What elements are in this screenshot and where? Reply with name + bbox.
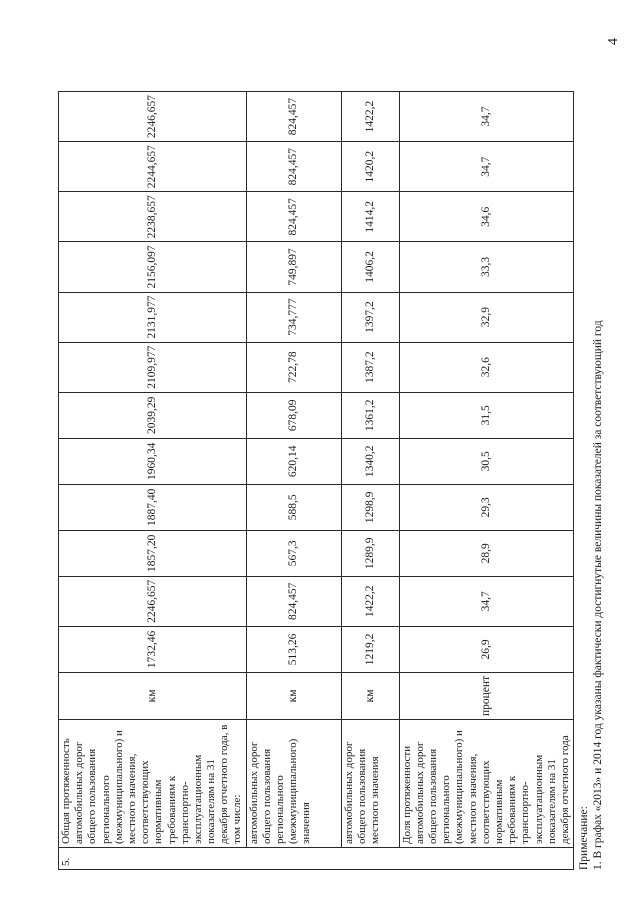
- unit-cell: км: [246, 672, 341, 719]
- value-cell: 2246,657: [59, 92, 247, 142]
- value-cell: 32,6: [399, 342, 573, 392]
- value-cell: 1340,2: [341, 438, 399, 484]
- value-cell: 2109,977: [59, 342, 247, 392]
- value-cell: 1414,2: [341, 192, 399, 242]
- value-cell: 1732,46: [59, 626, 247, 672]
- value-cell: 749,897: [246, 242, 341, 292]
- row-number-cell: 5.: [59, 848, 574, 870]
- value-cell: 2131,977: [59, 292, 247, 342]
- page-number: 4: [606, 38, 621, 45]
- value-cell: 513,26: [246, 626, 341, 672]
- value-cell: 824,457: [246, 92, 341, 142]
- value-cell: 824,457: [246, 576, 341, 626]
- indicator-label: автомобильных дорог общего пользования местного значения: [341, 720, 399, 848]
- value-cell: 2156,097: [59, 242, 247, 292]
- value-cell: 824,457: [246, 192, 341, 242]
- indicator-table: [58, 91, 574, 870]
- indicator-label: Общая протяженность автомобильных дорог общего пользования регионального (межмуниципального) и местного значения, соответствующих нормативным требованиям к транспортно-эксплуатационным показателям на 31 декабря отчетного года, в том числе:: [59, 720, 247, 848]
- unit-cell: км: [59, 672, 247, 719]
- value-cell: 34,7: [399, 576, 573, 626]
- value-cell: 1289,9: [341, 530, 399, 576]
- value-cell: 29,3: [399, 484, 573, 530]
- table-row: [399, 92, 573, 870]
- note-heading: Примечание:: [578, 806, 590, 870]
- unit-cell: процент: [399, 672, 573, 719]
- value-cell: 678,09: [246, 392, 341, 438]
- value-cell: 1219,2: [341, 626, 399, 672]
- value-cell: 567,3: [246, 530, 341, 576]
- table-body: [59, 92, 574, 870]
- value-cell: 34,6: [399, 192, 573, 242]
- value-cell: 28,9: [399, 530, 573, 576]
- value-cell: 722,78: [246, 342, 341, 392]
- table-row: [246, 92, 341, 870]
- unit-cell: км: [341, 672, 399, 719]
- note-line-1: 1. В графах «2013» и 2014 год указаны фактически достигнутые величины показателей за соответствующий год: [592, 320, 604, 870]
- value-cell: 1887,40: [59, 484, 247, 530]
- value-cell: 26,9: [399, 626, 573, 672]
- value-cell: 2238,657: [59, 192, 247, 242]
- table-row: [59, 92, 247, 870]
- value-cell: 1960,34: [59, 438, 247, 484]
- value-cell: 1397,2: [341, 292, 399, 342]
- value-cell: 588,5: [246, 484, 341, 530]
- value-cell: 30,5: [399, 438, 573, 484]
- value-cell: 734,777: [246, 292, 341, 342]
- value-cell: 33,3: [399, 242, 573, 292]
- value-cell: 1406,2: [341, 242, 399, 292]
- value-cell: 1298,9: [341, 484, 399, 530]
- value-cell: 1422,2: [341, 92, 399, 142]
- value-cell: 31,5: [399, 392, 573, 438]
- value-cell: 2246,657: [59, 576, 247, 626]
- value-cell: 34,7: [399, 142, 573, 192]
- value-cell: 620,14: [246, 438, 341, 484]
- value-cell: 32,9: [399, 292, 573, 342]
- value-cell: 1361,2: [341, 392, 399, 438]
- value-cell: 34,7: [399, 92, 573, 142]
- indicator-label: автомобильных дорог общего пользования регионального (межмуниципального) значения: [246, 720, 341, 848]
- value-cell: 2039,29: [59, 392, 247, 438]
- value-cell: 2244,657: [59, 142, 247, 192]
- value-cell: 1422,2: [341, 576, 399, 626]
- table-row: [341, 92, 399, 870]
- value-cell: 1857,20: [59, 530, 247, 576]
- indicator-label: Доля протяженности автомобильных дорог общего пользования регионального (межмуниципального) и местного значения, соответствующих нормативным требованиям к транспортно-эксплуатационным показателям на 31 декабря отчетного года: [399, 720, 573, 848]
- value-cell: 1387,2: [341, 342, 399, 392]
- value-cell: 824,457: [246, 142, 341, 192]
- value-cell: 1420,2: [341, 142, 399, 192]
